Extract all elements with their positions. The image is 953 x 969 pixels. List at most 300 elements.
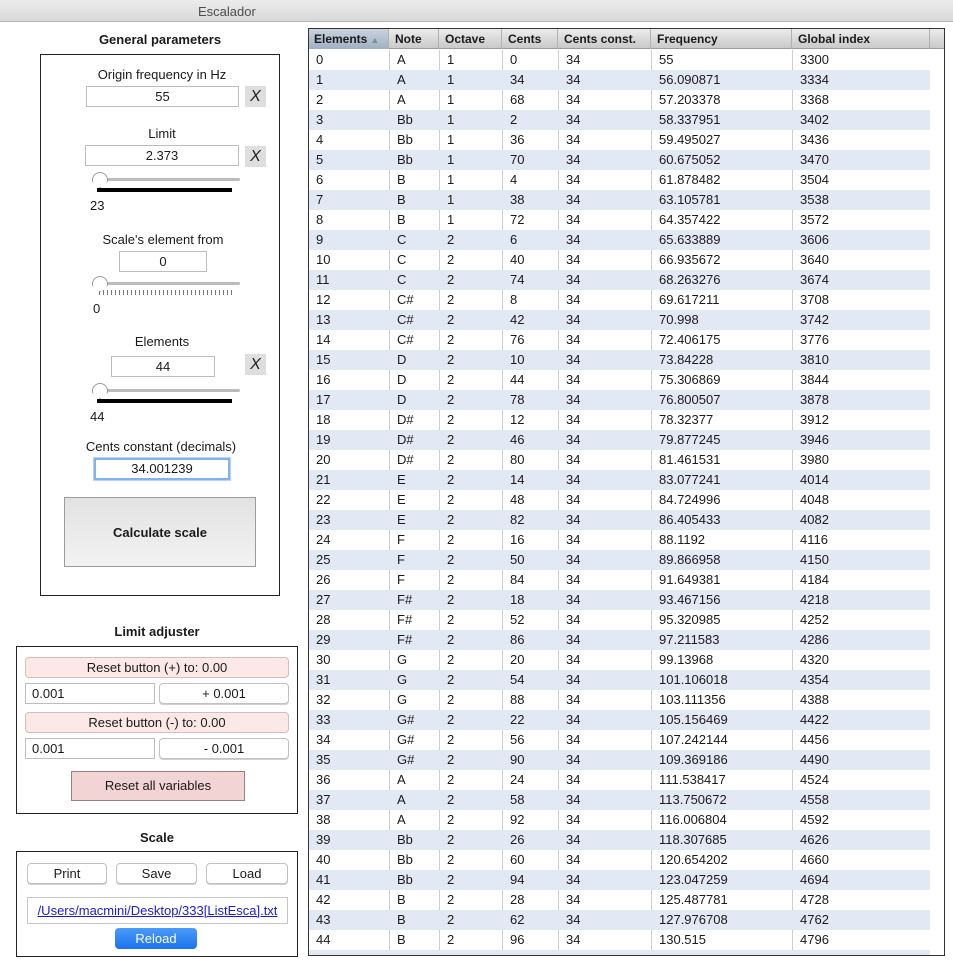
cell-note: F: [397, 532, 405, 547]
cell-cents: 4: [510, 172, 518, 187]
cell-octave: 2: [447, 432, 455, 447]
limit-slider-value: 23: [90, 198, 105, 213]
cell-cents: 26: [510, 832, 525, 847]
cell-note: Bb: [397, 152, 413, 167]
cell-global-index: 4694: [800, 872, 829, 887]
clear-elements-button[interactable]: [245, 354, 266, 375]
table-row[interactable]: [309, 610, 930, 630]
cell-note: B: [397, 172, 406, 187]
cents-constant-input[interactable]: 34.001239: [94, 458, 230, 480]
table-row[interactable]: [309, 690, 930, 710]
cell-frequency: 123.047259: [659, 872, 728, 887]
cell-cents: 70: [510, 152, 525, 167]
minus-step-input[interactable]: 0.001: [25, 738, 155, 759]
table-row[interactable]: [309, 430, 930, 450]
cell-elements: 28: [316, 612, 331, 627]
cell-cents-const: 34: [566, 852, 581, 867]
cell-elements: 0: [316, 52, 324, 67]
table-row[interactable]: [309, 170, 930, 190]
cell-cents: 34: [510, 72, 525, 87]
column-header-frequency[interactable]: Frequency: [652, 29, 792, 49]
cell-frequency: 57.203378: [659, 92, 721, 107]
cell-note: E: [397, 512, 406, 527]
slider-ticks: [99, 290, 232, 295]
limit-slider[interactable]: [92, 174, 240, 204]
table-row[interactable]: [309, 670, 930, 690]
cell-note: Bb: [397, 852, 413, 867]
cell-global-index: 3538: [800, 192, 829, 207]
column-header-note[interactable]: Note: [390, 29, 439, 49]
cell-cents-const: 34: [566, 292, 581, 307]
cell-note: C#: [397, 292, 414, 307]
cell-octave: 2: [447, 592, 455, 607]
cell-cents: 60: [510, 852, 525, 867]
cell-elements: 36: [316, 772, 331, 787]
cell-cents: 50: [510, 552, 525, 567]
cell-octave: 1: [447, 72, 455, 87]
cell-global-index: 3470: [800, 152, 829, 167]
column-header-cents[interactable]: Cents: [503, 29, 558, 49]
cell-elements: 23: [316, 512, 331, 527]
cell-note: A: [397, 92, 406, 107]
elements-input[interactable]: 44: [111, 356, 215, 377]
cell-octave: 2: [447, 892, 455, 907]
scale-element-from-input[interactable]: 0: [119, 251, 207, 272]
table-row[interactable]: [309, 310, 930, 330]
cell-frequency: 120.654202: [659, 852, 728, 867]
cell-elements: 21: [316, 472, 331, 487]
cell-octave: 2: [447, 392, 455, 407]
clear-x-icon: X: [250, 356, 261, 373]
table-row[interactable]: [309, 390, 930, 410]
cell-octave: 2: [447, 872, 455, 887]
table-row[interactable]: [309, 250, 930, 270]
cell-cents-const: 34: [566, 72, 581, 87]
cell-cents-const: 34: [566, 332, 581, 347]
cell-global-index: 3640: [800, 252, 829, 267]
cell-global-index: 4388: [800, 692, 829, 707]
cell-elements: 41: [316, 872, 331, 887]
cell-frequency: 81.461531: [659, 452, 721, 467]
cell-global-index: 4728: [800, 892, 829, 907]
table-row[interactable]: [309, 770, 930, 790]
cell-global-index: 3708: [800, 292, 829, 307]
cell-global-index: 3946: [800, 432, 829, 447]
cell-octave: 2: [447, 332, 455, 347]
cell-frequency: 111.538417: [659, 772, 726, 787]
cell-frequency: 88.1192: [659, 532, 706, 547]
cell-octave: 2: [447, 372, 455, 387]
cell-cents-const: 34: [566, 392, 581, 407]
cell-octave: 1: [447, 192, 455, 207]
cell-cents: 76: [510, 332, 525, 347]
cell-cents: 10: [510, 352, 525, 367]
table-row[interactable]: [309, 870, 930, 890]
cell-elements: 27: [316, 592, 331, 607]
cell-cents: 82: [510, 512, 525, 527]
cell-global-index: 4796: [800, 932, 829, 947]
save-button[interactable]: Save: [116, 863, 197, 884]
cell-cents-const: 34: [566, 672, 581, 687]
cell-cents: 14: [510, 472, 525, 487]
cell-cents: 84: [510, 572, 525, 587]
cell-cents: 54: [510, 672, 525, 687]
cell-note: B: [397, 192, 406, 207]
cell-octave: 2: [447, 852, 455, 867]
table-row[interactable]: [309, 470, 930, 490]
cell-frequency: 99.13968: [659, 652, 714, 667]
table-row[interactable]: [309, 510, 930, 530]
elements-label: Elements: [134, 334, 190, 349]
cents-constant-label: Cents constant (decimals): [85, 439, 237, 454]
cell-cents: 90: [510, 752, 525, 767]
cell-note: C: [397, 232, 407, 247]
general-parameters-title: General parameters: [98, 32, 222, 47]
cell-octave: 2: [447, 652, 455, 667]
cell-frequency: 78.32377: [659, 412, 714, 427]
table-header: [309, 29, 945, 49]
cell-frequency: 84.724996: [659, 492, 721, 507]
cell-global-index: 4014: [800, 472, 829, 487]
cell-elements: 4: [316, 132, 324, 147]
table-row[interactable]: [309, 90, 930, 110]
cell-note: D: [397, 392, 407, 407]
cell-elements: 14: [316, 332, 331, 347]
cell-cents-const: 34: [566, 132, 581, 147]
cell-elements: 43: [316, 912, 331, 927]
table-row[interactable]: [309, 410, 930, 430]
cell-note: C: [397, 272, 407, 287]
cell-note: F#: [397, 592, 413, 607]
cell-note: G: [397, 652, 408, 667]
cell-octave: 2: [447, 232, 455, 247]
table-row[interactable]: [309, 790, 930, 810]
plus-step-button[interactable]: + 0.001: [159, 683, 289, 704]
cell-frequency: 118.307685: [659, 832, 727, 847]
cell-elements: 9: [316, 232, 324, 247]
cell-cents: 24: [510, 772, 525, 787]
cell-frequency: 109.369186: [659, 752, 728, 767]
cell-elements: 24: [316, 532, 331, 547]
cell-global-index: 3674: [800, 272, 829, 287]
table-row[interactable]: [309, 590, 930, 610]
cell-cents: 38: [510, 192, 525, 207]
cell-frequency: 59.495027: [659, 132, 721, 147]
table-row[interactable]: [309, 450, 930, 470]
table-row[interactable]: [309, 370, 930, 390]
cell-octave: 1: [447, 112, 455, 127]
cell-cents-const: 34: [566, 212, 581, 227]
cell-note: G: [397, 672, 408, 687]
table-row[interactable]: [309, 630, 930, 650]
cell-global-index: 4490: [800, 752, 829, 767]
cell-note: E: [397, 492, 406, 507]
cell-elements: 2: [316, 92, 324, 107]
cell-note: G#: [397, 732, 415, 747]
cell-cents: 88: [510, 692, 525, 707]
cell-global-index: 3402: [800, 112, 829, 127]
cell-cents: 86: [510, 632, 525, 647]
cell-global-index: 4456: [800, 732, 829, 747]
cell-frequency: 72.406175: [659, 332, 721, 347]
cell-cents: 8: [510, 292, 518, 307]
cell-elements: 39: [316, 832, 331, 847]
table-row[interactable]: [309, 950, 930, 956]
table-row[interactable]: [309, 550, 930, 570]
cell-frequency: 79.877245: [659, 432, 721, 447]
cell-cents-const: 34: [566, 112, 581, 127]
cell-note: D#: [397, 432, 414, 447]
slider-track: [92, 389, 240, 392]
clear-limit-button[interactable]: [245, 146, 266, 167]
cell-cents-const: 34: [566, 612, 581, 627]
cell-octave: 2: [447, 272, 455, 287]
cell-elements: 31: [316, 672, 331, 687]
cell-cents-const: 34: [566, 92, 581, 107]
cell-octave: 1: [447, 92, 455, 107]
cell-global-index: 4218: [800, 592, 829, 607]
cell-octave: 2: [447, 452, 455, 467]
cell-octave: 2: [447, 472, 455, 487]
cell-note: B: [397, 212, 406, 227]
cell-cents-const: 34: [566, 352, 581, 367]
cell-note: A: [397, 72, 406, 87]
table-row[interactable]: [309, 570, 930, 590]
cell-octave: 2: [447, 672, 455, 687]
cell-cents: 56: [510, 732, 525, 747]
cell-octave: 2: [447, 912, 455, 927]
plus-step-input[interactable]: 0.001: [25, 683, 155, 704]
cell-elements: 22: [316, 492, 331, 507]
cell-cents: 72: [510, 212, 525, 227]
cell-frequency: 97.211583: [659, 632, 720, 647]
cell-cents-const: 34: [566, 452, 581, 467]
cell-frequency: 73.84228: [659, 352, 714, 367]
cell-cents-const: 34: [566, 832, 581, 847]
cell-cents: 80: [510, 452, 525, 467]
cell-frequency: 83.077241: [659, 472, 721, 487]
cell-octave: 2: [447, 312, 455, 327]
table-row[interactable]: [309, 230, 930, 250]
table-row[interactable]: [309, 70, 930, 90]
table-row[interactable]: [309, 270, 930, 290]
cell-cents: 22: [510, 712, 525, 727]
cell-cents-const: 34: [566, 232, 581, 247]
cell-cents: 46: [510, 432, 525, 447]
cell-octave: 2: [447, 532, 455, 547]
cell-octave: 1: [447, 212, 455, 227]
cell-octave: 2: [447, 492, 455, 507]
cell-global-index: 3844: [800, 372, 829, 387]
cell-note: C#: [397, 332, 414, 347]
cell-octave: 2: [447, 792, 455, 807]
cell-frequency: 69.617211: [659, 292, 720, 307]
cell-note: F: [397, 572, 405, 587]
table-row[interactable]: [309, 490, 930, 510]
cell-cents: 94: [510, 872, 525, 887]
cell-note: F#: [397, 612, 413, 627]
cell-note: Bb: [397, 132, 413, 147]
table-row[interactable]: [309, 910, 930, 930]
scale-element-from-slider[interactable]: [92, 278, 240, 308]
table-row[interactable]: [309, 110, 930, 130]
cell-cents-const: 34: [566, 812, 581, 827]
slider-thumb[interactable]: [92, 383, 108, 399]
table-row[interactable]: [309, 850, 930, 870]
scale-element-from-slider-value: 0: [93, 301, 101, 316]
limit-input[interactable]: 2.373: [85, 145, 239, 166]
reset-minus-button[interactable]: Reset button (-) to: 0.00: [25, 712, 289, 733]
cell-cents: 92: [510, 812, 525, 827]
cell-elements: 44: [316, 932, 331, 947]
cell-octave: 1: [447, 152, 455, 167]
cell-frequency: 93.467156: [659, 592, 721, 607]
cell-cents-const: 34: [566, 772, 581, 787]
slider-thumb[interactable]: [92, 172, 108, 188]
cell-cents-const: 34: [566, 192, 581, 207]
cell-octave: 2: [447, 832, 455, 847]
file-path-link[interactable]: /Users/macmini/Desktop/333[ListEsca].txt: [27, 897, 288, 924]
cell-note: G#: [397, 712, 415, 727]
cell-note: B: [397, 932, 406, 947]
cell-elements: 18: [316, 412, 331, 427]
table-row[interactable]: [309, 330, 930, 350]
cell-cents: 28: [510, 892, 525, 907]
column-header-elements[interactable]: Elements ▲: [309, 29, 389, 49]
cell-octave: 2: [447, 552, 455, 567]
table-row[interactable]: [309, 650, 930, 670]
table-row[interactable]: [309, 350, 930, 370]
table-row[interactable]: [309, 710, 930, 730]
cell-octave: 1: [447, 132, 455, 147]
cell-global-index: 4626: [800, 832, 829, 847]
table-row[interactable]: [309, 290, 930, 310]
calculate-scale-button[interactable]: Calculate scale: [64, 497, 256, 567]
origin-frequency-label: Origin frequency in Hz: [97, 67, 227, 82]
cell-elements: 26: [316, 572, 331, 587]
table-row[interactable]: [309, 890, 930, 910]
slider-track: [92, 178, 240, 181]
scale-table: [308, 28, 945, 956]
table-row[interactable]: [309, 930, 930, 950]
cell-cents-const: 34: [566, 732, 581, 747]
cell-cents: 20: [510, 652, 525, 667]
cell-cents-const: 34: [566, 512, 581, 527]
cell-cents-const: 34: [566, 312, 581, 327]
print-button[interactable]: Print: [27, 863, 107, 884]
cell-elements: 16: [316, 372, 331, 387]
cell-frequency: 101.106018: [659, 672, 728, 687]
cell-note: Bb: [397, 872, 413, 887]
cell-cents: 18: [510, 592, 525, 607]
load-button[interactable]: Load: [206, 863, 288, 884]
scale-element-from-label: Scale's element from: [102, 232, 224, 247]
cell-note: A: [397, 812, 406, 827]
minus-step-button[interactable]: - 0.001: [159, 738, 289, 759]
cell-cents-const: 34: [566, 172, 581, 187]
cell-frequency: 61.878482: [659, 172, 721, 187]
cell-octave: 2: [447, 252, 455, 267]
cell-cents-const: 34: [566, 252, 581, 267]
cell-octave: 2: [447, 572, 455, 587]
cell-frequency: 127.976708: [659, 912, 728, 927]
cell-note: A: [397, 792, 406, 807]
cell-elements: 13: [316, 312, 331, 327]
cell-frequency: 68.263276: [659, 272, 721, 287]
cell-cents-const: 34: [566, 412, 581, 427]
cell-frequency: 60.675052: [659, 152, 721, 167]
cell-cents-const: 34: [566, 872, 581, 887]
table-row[interactable]: [309, 810, 930, 830]
cell-global-index: 3334: [800, 72, 829, 87]
table-row[interactable]: [309, 190, 930, 210]
reset-all-variables-button[interactable]: Reset all variables: [71, 771, 245, 801]
cell-note: D#: [397, 412, 414, 427]
column-header-global-index[interactable]: Global index: [793, 29, 930, 49]
cell-global-index: 4252: [800, 612, 829, 627]
cell-octave: 2: [447, 512, 455, 527]
cell-note: D#: [397, 452, 414, 467]
cell-cents-const: 34: [566, 552, 581, 567]
cell-elements: 7: [316, 192, 324, 207]
cell-frequency: 76.800507: [659, 392, 721, 407]
cell-elements: 19: [316, 432, 331, 447]
cell-octave: 2: [447, 412, 455, 427]
table-row[interactable]: [309, 150, 930, 170]
cell-frequency: 86.405433: [659, 512, 721, 527]
cell-cents-const: 34: [566, 892, 581, 907]
cell-elements: 1: [316, 72, 324, 87]
cell-cents-const: 34: [566, 372, 581, 387]
origin-frequency-input[interactable]: 55: [86, 86, 239, 107]
table-row[interactable]: [309, 830, 930, 850]
cell-global-index: 4660: [800, 852, 829, 867]
column-header-octave[interactable]: Octave: [440, 29, 502, 49]
reload-button[interactable]: Reload: [115, 928, 197, 949]
limit-adjuster-title: Limit adjuster: [114, 624, 200, 639]
table-row[interactable]: [309, 730, 930, 750]
cell-frequency: 105.156469: [659, 712, 728, 727]
table-row[interactable]: [309, 530, 930, 550]
cell-cents: 2: [510, 112, 518, 127]
cell-global-index: 4422: [800, 712, 829, 727]
elements-slider[interactable]: [92, 385, 240, 415]
cell-frequency: 113.750672: [659, 792, 727, 807]
reset-plus-button[interactable]: Reset button (+) to: 0.00: [25, 657, 289, 678]
cell-cents-const: 34: [566, 472, 581, 487]
cell-octave: 2: [447, 932, 455, 947]
clear-origin-button[interactable]: [245, 86, 266, 107]
cell-cents-const: 34: [566, 152, 581, 167]
cell-global-index: 4082: [800, 512, 829, 527]
cell-cents: 58: [510, 792, 525, 807]
column-header-cents-const[interactable]: Cents const.: [559, 29, 651, 49]
table-body: [309, 50, 930, 956]
cell-global-index: 4286: [800, 632, 829, 647]
cell-global-index: 3436: [800, 132, 829, 147]
table-row[interactable]: [309, 130, 930, 150]
table-row[interactable]: [309, 50, 930, 70]
cell-global-index: 3300: [800, 52, 829, 67]
cell-cents: 42: [510, 312, 525, 327]
cell-cents: 16: [510, 532, 525, 547]
table-row[interactable]: [309, 210, 930, 230]
cell-cents-const: 34: [566, 932, 581, 947]
cell-cents-const: 34: [566, 572, 581, 587]
cell-cents-const: 34: [566, 652, 581, 667]
table-row[interactable]: [309, 750, 930, 770]
cell-frequency: 56.090871: [659, 72, 721, 87]
